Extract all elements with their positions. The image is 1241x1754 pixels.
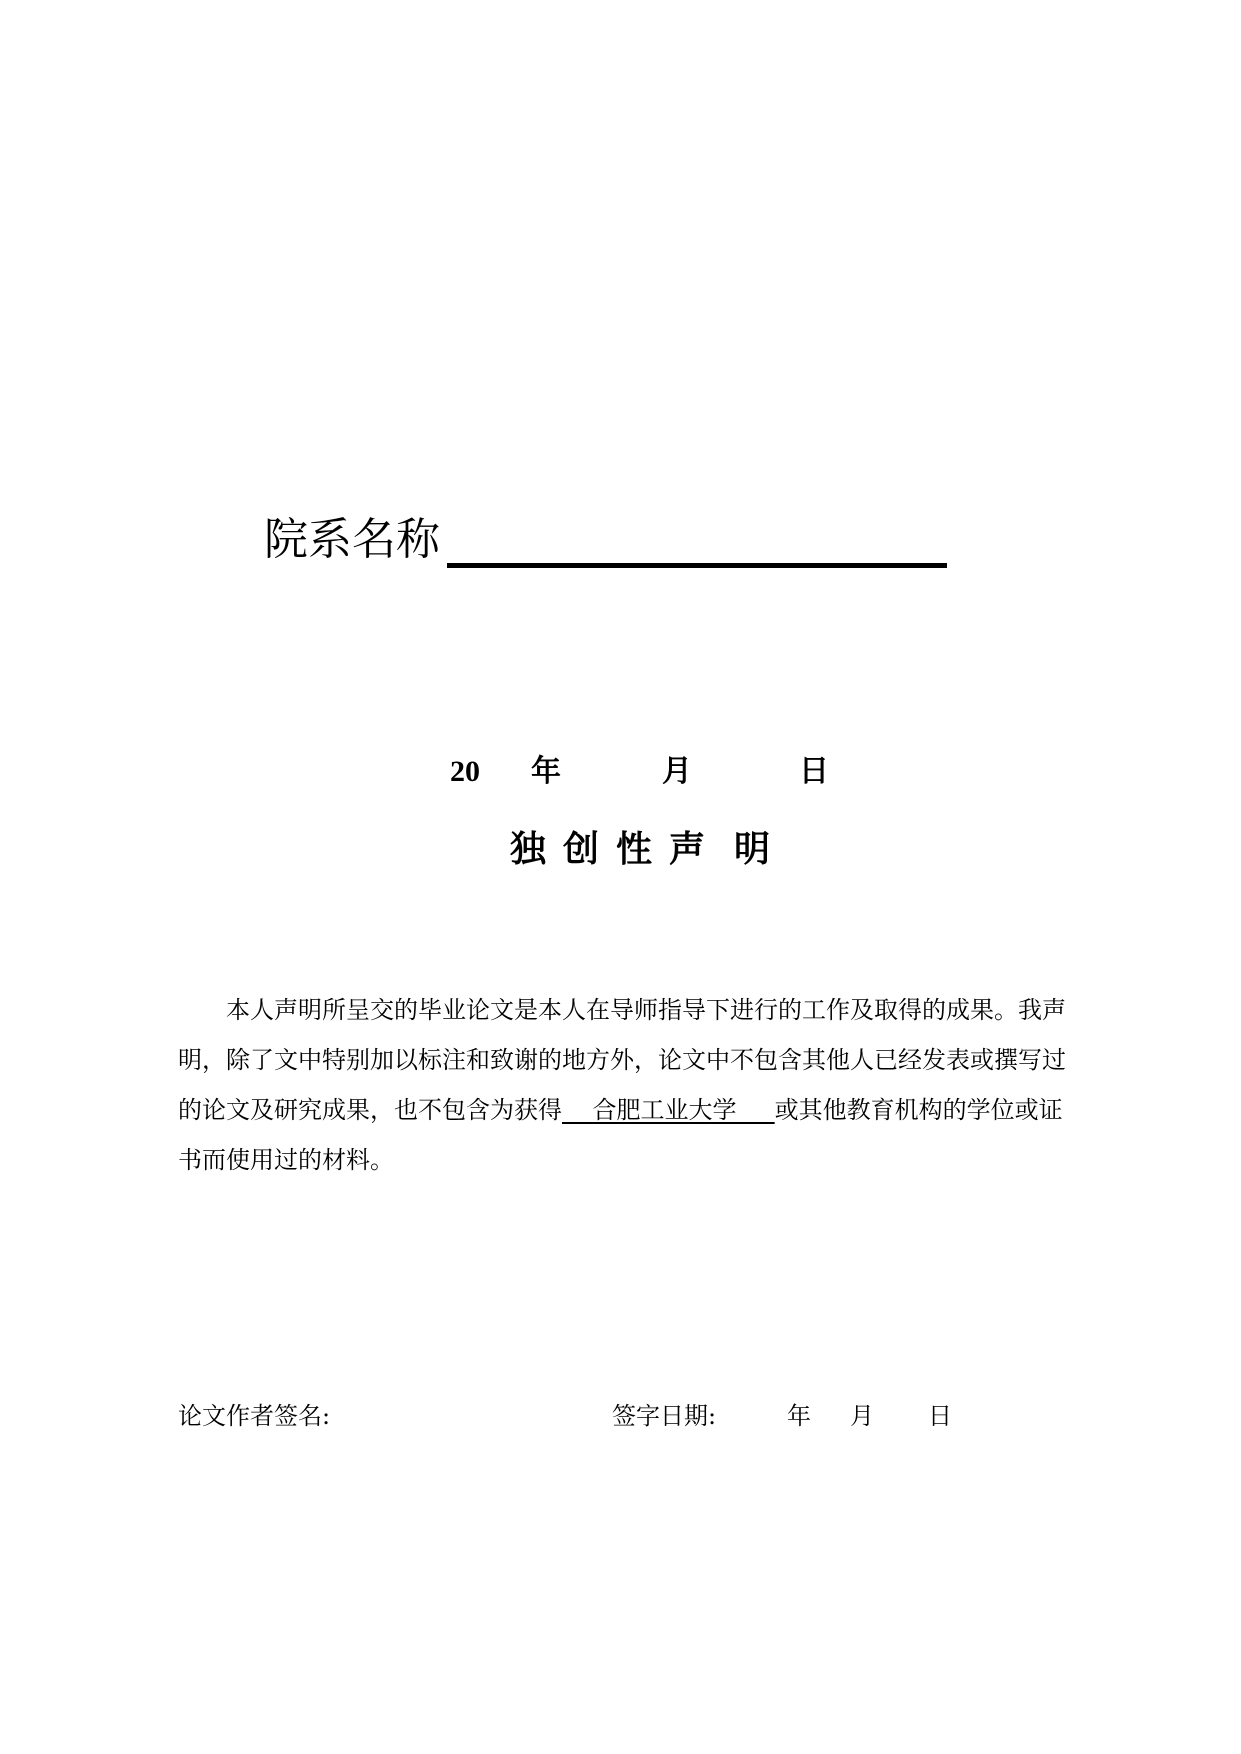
declaration-line-3-before: 的论文及研究成果，也不包含为获得 [178,1096,562,1124]
signing-day-label: 日 [928,1402,952,1430]
declaration-title-char: 独 [510,828,547,870]
department-fill-line [447,563,947,568]
declaration-line-3-after: 或其他教育机构的学位或证 [774,1096,1063,1124]
declaration-line-1: 本人声明所呈交的毕业论文是本人在导师指导下进行的工作及取得的成果。我声 [226,996,1066,1024]
school-name-fill [562,1085,775,1135]
declaration-line-2: 明，除了文中特别加以标注和致谢的地方外，论文中不包含其他人已经发表或撰写过 [178,1046,1066,1074]
signing-year-label: 年 [787,1402,811,1430]
signing-month-label: 月 [850,1402,874,1430]
declaration-line-4: 书而使用过的材料。 [178,1146,394,1174]
school-name: 合肥工业大学 [592,1096,737,1124]
declaration-title-char: 性 [616,828,653,870]
department-label: 院系名称 [264,514,440,565]
date-day-label: 日 [799,754,829,789]
date-year-label: 年 [531,754,561,789]
declaration-title-char: 创 [563,828,600,870]
signing-date-label: 签字日期: [612,1402,717,1430]
author-signature-label: 论文作者签名: [178,1402,331,1430]
date-year-prefix: 20 [450,755,480,788]
declaration-title-char: 明 [734,828,771,870]
date-month-label: 月 [662,754,692,789]
declaration-line-3 [178,1085,1102,1135]
declaration-title-char: 声 [669,828,706,870]
